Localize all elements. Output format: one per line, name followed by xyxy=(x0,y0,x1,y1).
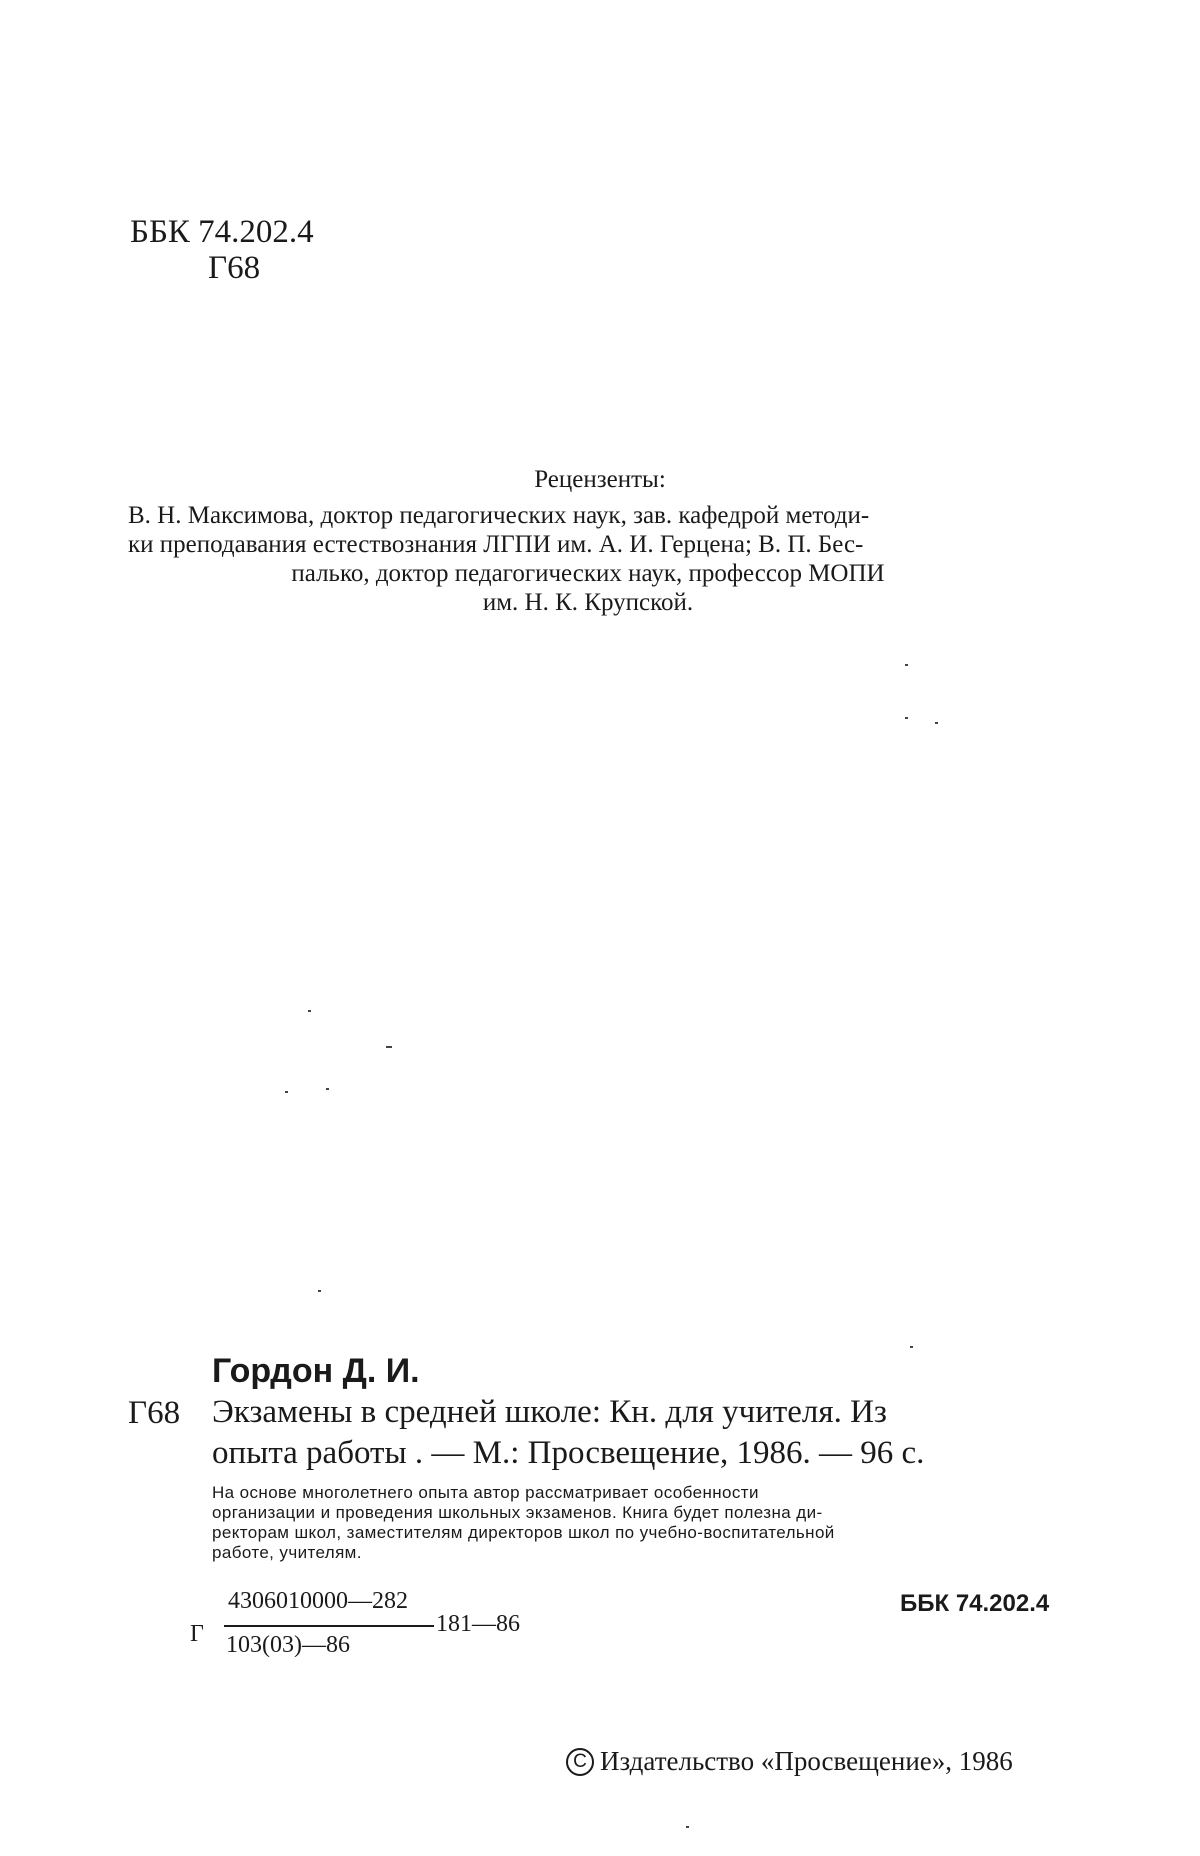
scan-speck xyxy=(910,1346,913,1348)
reviewers-line: В. Н. Максимова, доктор педагогических наук, зав. кафедрой методи- xyxy=(128,502,870,529)
bbk-index: ББК 74.202.4 xyxy=(130,214,314,250)
bbk-index-block xyxy=(130,214,314,286)
reviewers-text xyxy=(128,501,1048,617)
annotation-line: ректорам школ, заместителям директоров школ по учебно-воспитательной xyxy=(212,1523,835,1542)
reviewers-line: палько, доктор педагогических наук, профессор МОПИ xyxy=(291,560,885,587)
formula-suffix: 181—86 xyxy=(436,1611,520,1637)
reviewers-heading: Рецензенты: xyxy=(534,466,666,493)
book-title-line: Экзамены в средней школе: Кн. для учителя. Из xyxy=(212,1394,887,1430)
annotation-line: работе, учителям. xyxy=(212,1543,362,1562)
scan-speck xyxy=(326,1088,329,1090)
formula-denominator: 103(03)—86 xyxy=(226,1632,350,1658)
copyright-text: Издательство «Просвещение», 1986 xyxy=(600,1746,1013,1776)
copyright-line xyxy=(566,1746,1013,1777)
book-author: Гордон Д. И. xyxy=(212,1352,420,1390)
fraction-line xyxy=(224,1625,434,1627)
annotation-line: организации и проведения школьных экзаменов. Книга будет полезна ди- xyxy=(212,1503,823,1522)
book-annotation xyxy=(212,1483,1052,1563)
bbk-index-bottom: ББК 74.202.4 xyxy=(900,1590,1050,1617)
book-title-line: опыта работы . — М.: Просвещение, 1986. — 96 с. xyxy=(212,1435,925,1471)
author-mark: Г68 xyxy=(208,250,261,286)
scan-speck xyxy=(386,1046,392,1048)
reviewers-line: им. Н. К. Крупской. xyxy=(482,589,694,616)
scan-speck xyxy=(935,722,938,724)
book-title xyxy=(212,1392,1052,1474)
formula-prefix: Г xyxy=(190,1621,204,1647)
scan-speck xyxy=(308,1010,311,1012)
scan-speck xyxy=(686,1826,689,1828)
scan-speck xyxy=(905,717,908,719)
formula-numerator: 4306010000—282 xyxy=(228,1588,408,1614)
copyright-icon: C xyxy=(566,1748,594,1776)
scan-speck xyxy=(318,1290,321,1292)
annotation-line: На основе многолетнего опыта автор рассматривает особенности xyxy=(212,1483,759,1502)
catalog-code: Г68 xyxy=(128,1395,181,1431)
scan-speck xyxy=(285,1091,288,1093)
scan-speck xyxy=(905,664,908,666)
reviewers-line: ки преподавания естествознания ЛГПИ им. А. И. Герцена; В. П. Бес- xyxy=(128,531,864,558)
